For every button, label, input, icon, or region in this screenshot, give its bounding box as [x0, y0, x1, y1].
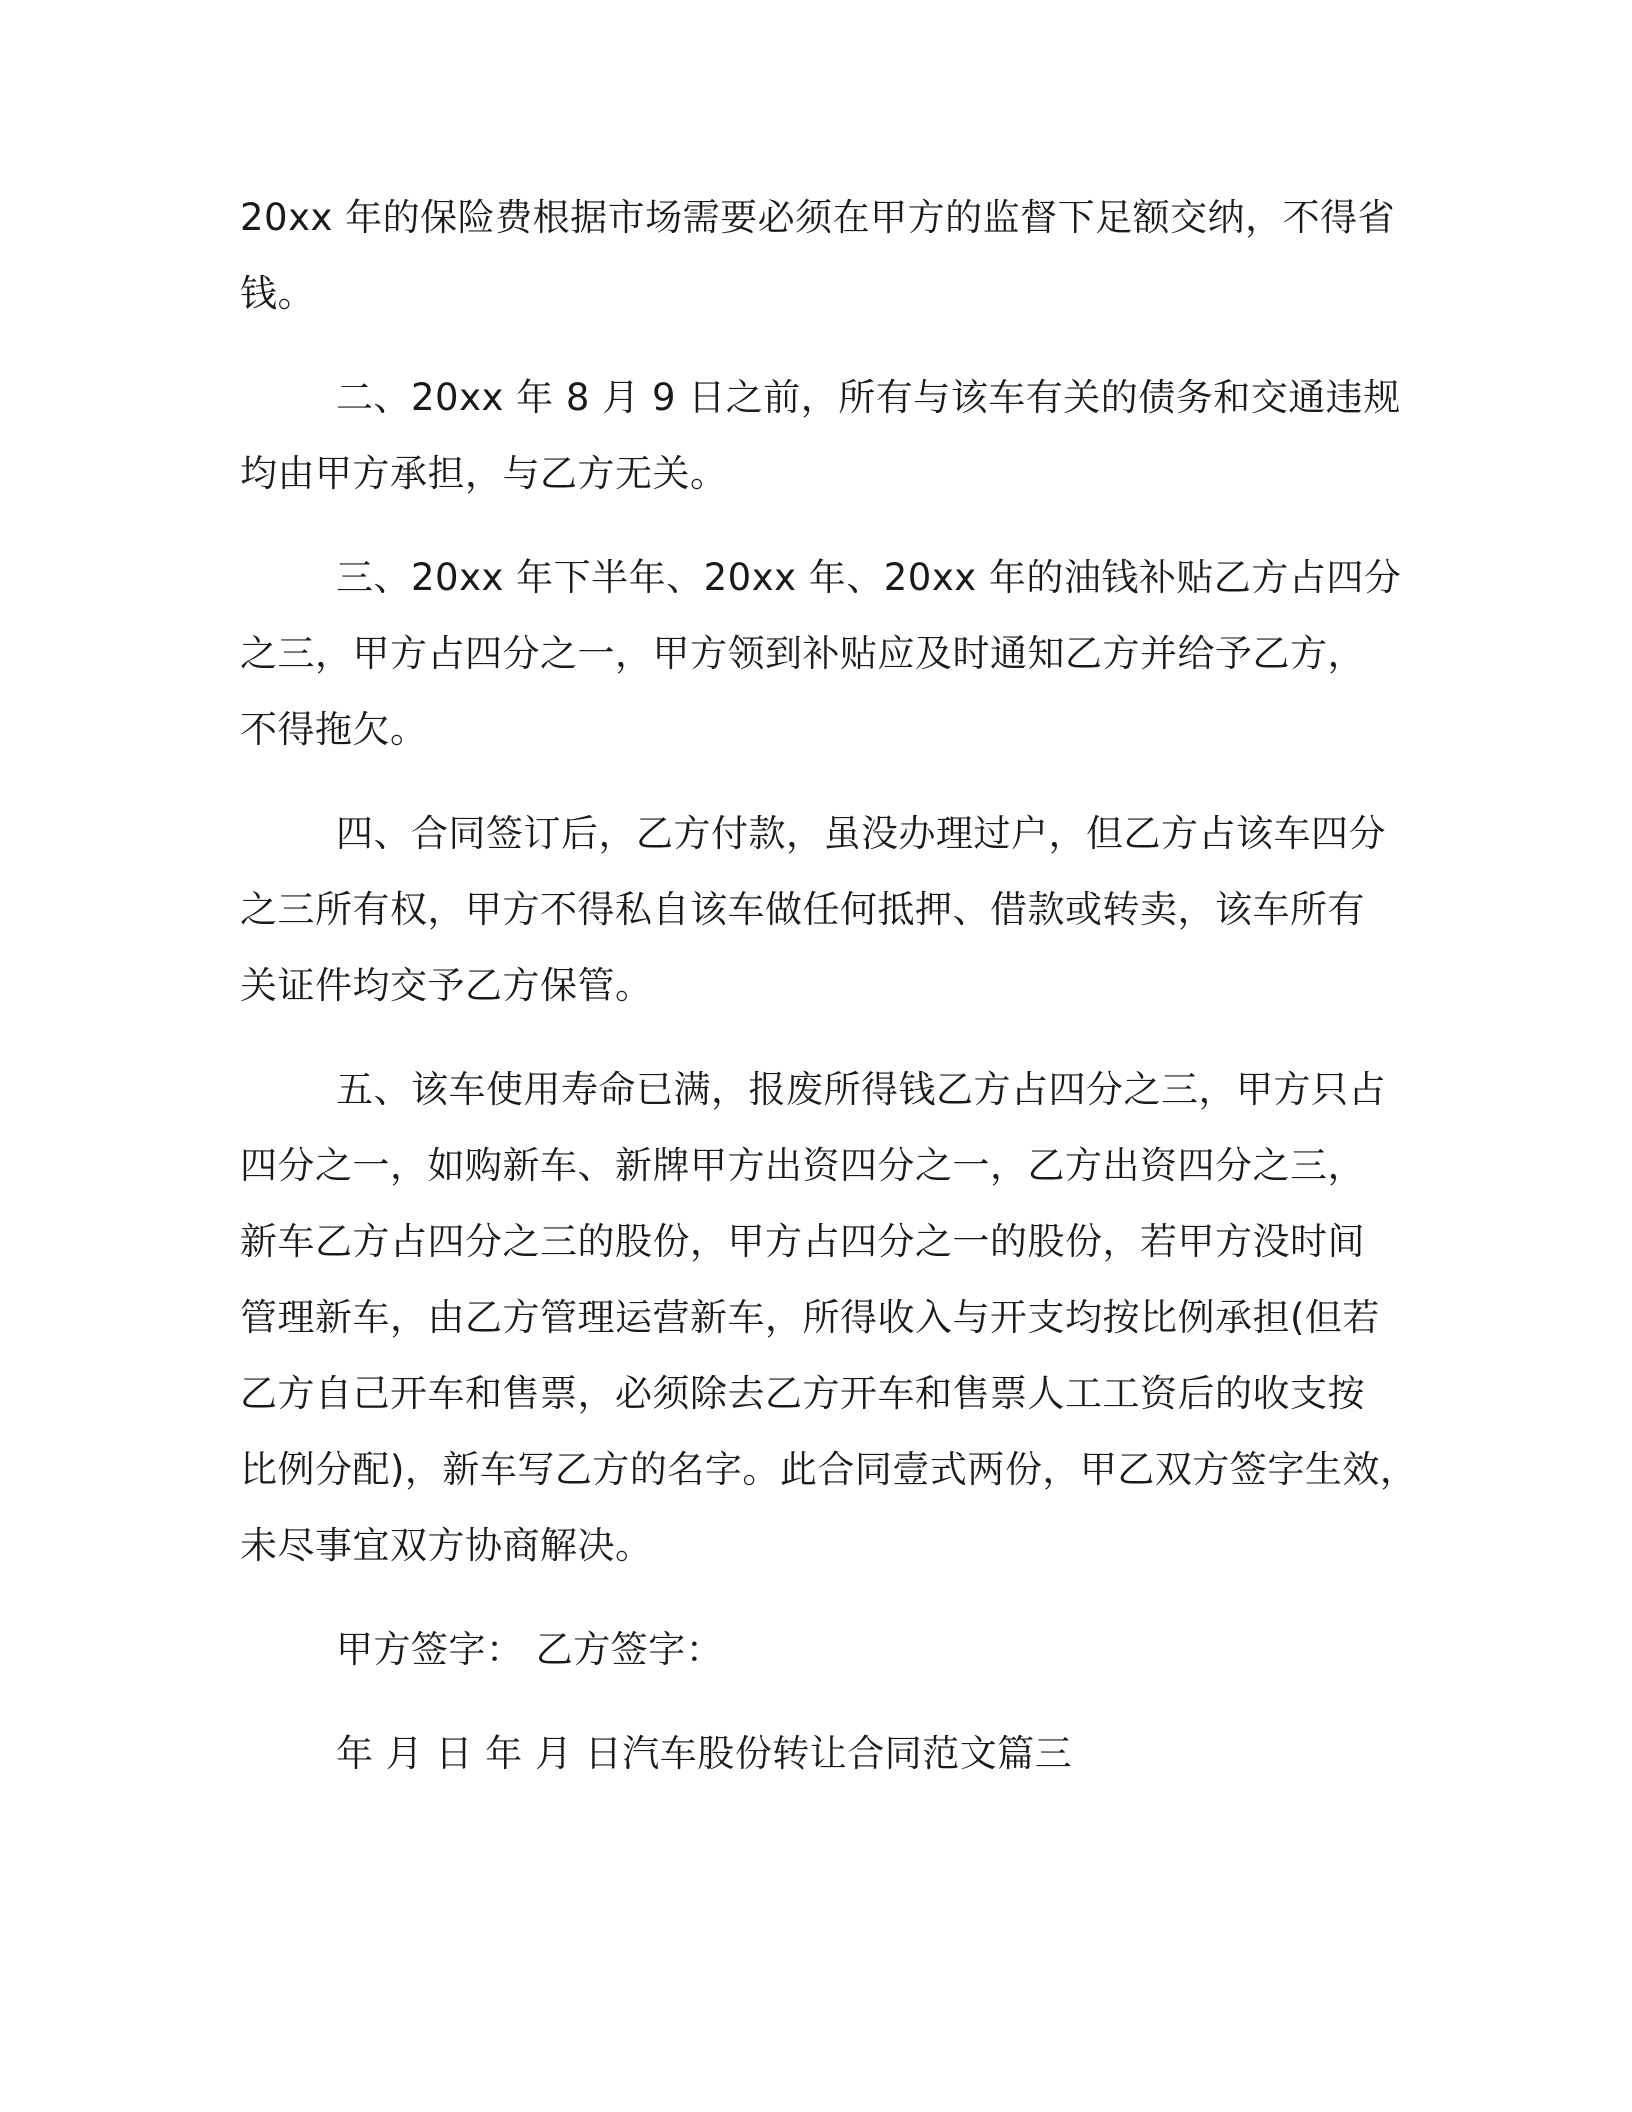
date-and-heading-line: 年 月 日 年 月 日汽车股份转让合同范文篇三 [336, 1732, 1073, 1775]
text-line: 四分之一，如购新车、新牌甲方出资四分之一，乙方出资四分之三， [240, 1144, 1365, 1187]
signature-line: 甲方签字： 乙方签字： [336, 1628, 724, 1671]
text-line: 四、合同签订后，乙方付款，虽没办理过户，但乙方占该车四分 [336, 812, 1386, 855]
text-line: 之三，甲方占四分之一，甲方领到补贴应及时通知乙方并给予乙方， [240, 632, 1365, 675]
text-line: 钱。 [240, 272, 315, 315]
text-line: 比例分配)，新车写乙方的名字。此合同壹式两份，甲乙双方签字生效， [240, 1448, 1418, 1491]
text-line: 均由甲方承担，与乙方无关。 [240, 452, 728, 495]
text-line: 五、该车使用寿命已满，报废所得钱乙方占四分之三，甲方只占 [336, 1068, 1386, 1111]
text-line: 乙方自己开车和售票，必须除去乙方开车和售票人工工资后的收支按 [240, 1372, 1365, 1415]
text-line: 二、20xx 年 8 月 9 日之前，所有与该车有关的债务和交通违规 [336, 376, 1401, 419]
text-line: 之三所有权，甲方不得私自该车做任何抵押、借款或转卖，该车所有 [240, 888, 1365, 931]
text-line: 关证件均交予乙方保管。 [240, 964, 653, 1007]
text-line: 三、20xx 年下半年、20xx 年、20xx 年的油钱补贴乙方占四分 [336, 556, 1402, 599]
text-line: 不得拖欠。 [240, 708, 428, 751]
text-line: 20xx 年的保险费根据市场需要必须在甲方的监督下足额交纳，不得省 [240, 196, 1396, 239]
text-line: 新车乙方占四分之三的股份，甲方占四分之一的股份，若甲方没时间 [240, 1220, 1365, 1263]
text-line: 未尽事宜双方协商解决。 [240, 1524, 653, 1567]
text-line: 管理新车，由乙方管理运营新车，所得收入与开支均按比例承担(但若 [240, 1296, 1380, 1339]
